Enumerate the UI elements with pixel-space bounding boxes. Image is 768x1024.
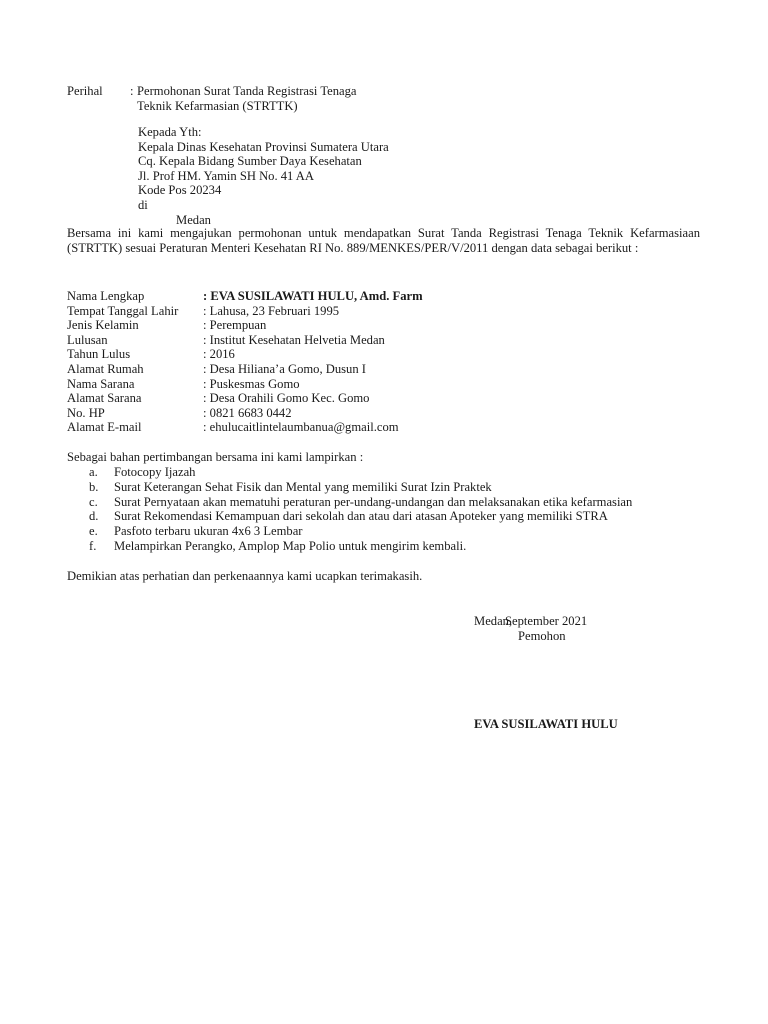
field-value: : EVA SUSILAWATI HULU, Amd. Farm	[203, 289, 423, 303]
list-text: Melampirkan Perangko, Amplop Map Polio untuk mengirim kembali.	[114, 538, 467, 553]
recipient-attention: Cq. Kepala Bidang Sumber Daya Kesehatan	[138, 154, 362, 169]
recipient-block	[138, 125, 389, 227]
field-value: : 2016	[203, 347, 235, 362]
field-label: Jenis Kelamin	[67, 318, 139, 333]
list-text: Fotocopy Ijazah	[114, 465, 196, 479]
list-text: Surat Rekomendasi Kemampuan dari sekolah dan atau dari atasan Apoteker yang memiliki STRA	[114, 509, 608, 524]
signature-place: Medan,	[474, 614, 513, 628]
attachments-intro: Sebagai bahan pertimbangan bersama ini kami lampirkan :	[67, 450, 364, 464]
recipient-greeting: Kepada Yth:	[138, 125, 202, 139]
field-label: Tempat Tanggal Lahir	[67, 303, 179, 318]
field-value: : Desa Hiliana’a Gomo, Dusun I	[203, 361, 366, 376]
field-label: Alamat Rumah	[67, 361, 144, 376]
field-value: : Institut Kesehatan Helvetia Medan	[203, 332, 385, 347]
field-value: : Desa Orahili Gomo Kec. Gomo	[203, 391, 370, 406]
signature-name: EVA SUSILAWATI HULU	[474, 717, 618, 731]
closing-text: Demikian atas perhatian dan perkenaannya kami ucapkan terimakasih.	[67, 569, 423, 583]
perihal-label: Perihal	[67, 84, 103, 98]
field-label: Tahun Lulus	[67, 347, 131, 362]
field-value: : Perempuan	[203, 318, 267, 333]
field-label: Lulusan	[67, 332, 108, 347]
field-label: Alamat Sarana	[67, 391, 142, 406]
field-value: : 0821 6683 0442	[203, 405, 292, 420]
list-text: Surat Pernyataan akan mematuhi peraturan per-undang-undangan dan melaksanakan etika kefarmasian	[114, 494, 633, 509]
perihal-line-1: Permohonan Surat Tanda Registrasi Tenaga	[137, 84, 357, 98]
field-label: Nama Lengkap	[67, 289, 145, 303]
list-text: Surat Keterangan Sehat Fisik dan Mental yang memiliki Surat Izin Praktek	[114, 479, 492, 494]
list-marker: a.	[89, 465, 98, 479]
recipient-di: di	[138, 197, 148, 212]
field-value: : ehulucaitlintelaumbanua@gmail.com	[203, 420, 399, 435]
field-label: Alamat E-mail	[67, 420, 142, 435]
field-label: Nama Sarana	[67, 376, 135, 391]
recipient-postal: Kode Pos 20234	[138, 183, 222, 198]
perihal-line-2: Teknik Kefarmasian (STRTTK)	[137, 98, 298, 113]
recipient-city: Medan	[176, 212, 211, 227]
list-text: Pasfoto terbaru ukuran 4x6 3 Lembar	[114, 524, 303, 539]
field-value: : Lahusa, 23 Februari 1995	[203, 303, 340, 318]
list-marker: c.	[89, 494, 98, 509]
recipient-office: Kepala Dinas Kesehatan Provinsi Sumatera Utara	[138, 139, 389, 154]
intro-paragraph	[67, 226, 700, 255]
intro-text: Bersama ini kami mengajukan permohonan untuk mendapatkan Surat Tanda Registrasi Tenaga Teknik Kefarmasiaan (STRTTK) sesuai Peraturan Menteri Kesehatan RI No. 889/MENKES/PER/V/2011 dengan data sebagai berikut :	[67, 226, 700, 255]
recipient-street: Jl. Prof HM. Yamin SH No. 41 AA	[138, 168, 314, 183]
perihal-subject	[137, 84, 357, 113]
perihal-colon: :	[130, 84, 134, 98]
list-marker: d.	[89, 509, 99, 524]
list-marker: b.	[89, 479, 99, 494]
list-marker: e.	[89, 524, 98, 539]
signature-date: September 2021	[505, 614, 588, 628]
list-marker: f.	[89, 538, 97, 553]
signature-role: Pemohon	[518, 629, 566, 643]
field-value: : Puskesmas Gomo	[203, 376, 300, 391]
field-label: No. HP	[67, 405, 105, 420]
